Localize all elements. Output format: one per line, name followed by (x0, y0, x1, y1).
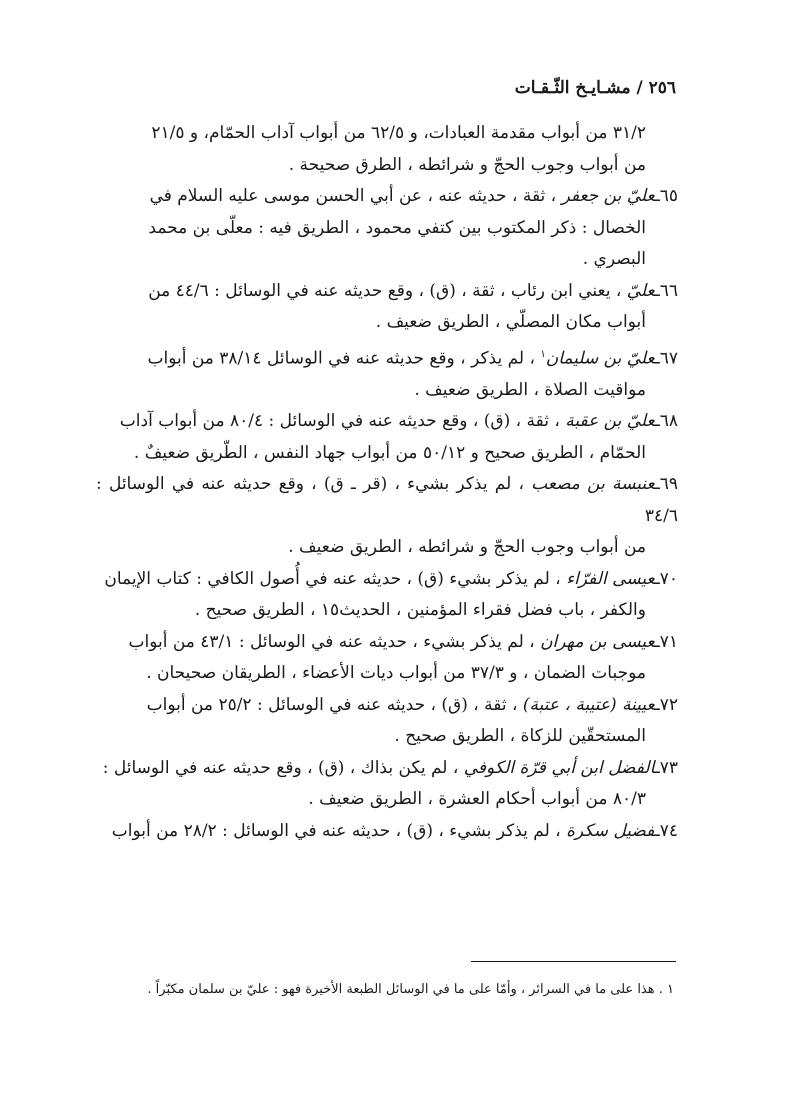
entry-69 (96, 469, 678, 564)
entry-text: ، لم يذكر بشيء (ق) ، حديثه عنه في أُصول الكافي : كتاب الإيمان (104, 568, 561, 589)
entry-number: ٦٨ـ (654, 411, 678, 432)
entry-number: ٧١ـ (654, 631, 678, 652)
entry-number: ٧٤ـ (654, 820, 678, 841)
entry-71 (96, 627, 678, 690)
entry-text: ، لم يذكر بشيء ، حديثه عنه في الوسائل : ٤٣/١ من أبواب (128, 631, 535, 652)
entry-line: ٨٠/٣ من أبواب أحكام العشرة ، الطريق ضعيف . (308, 789, 646, 810)
entry-72 (96, 690, 678, 753)
entry-first-line (96, 753, 678, 785)
entry-65 (96, 181, 678, 276)
entry-74 (96, 816, 678, 848)
entry-first-line (96, 564, 678, 596)
entry-first-line (96, 627, 678, 659)
entry-text: ، ثقة ، حديثه عنه ، عن أبي الحسن موسى عليه السلام في (149, 186, 557, 206)
entry-line: المستحقّين للزكاة ، الطريق صحيح . (394, 726, 646, 747)
entry-continuation (96, 118, 678, 181)
footnote-divider (471, 961, 676, 962)
entry-first-line (96, 690, 678, 722)
entry-73 (96, 753, 678, 816)
entry-text: ، لم يذكر ، وقع حديثه عنه في الوسائل ٣٨/١٤ من أبواب (147, 348, 535, 369)
entry-text: ، لم يذكر بشيء ، (ق) ، حديثه عنه في الوسائل : ٢٨/٢ من أبواب (111, 820, 561, 841)
footnote-marker[interactable]: ١ (540, 348, 546, 360)
entry-70 (96, 564, 678, 627)
entry-line: الخصال : ذكر المكتوب بين كتفي محمود ، الطريق فيه : معلّى بن محمد (148, 217, 646, 238)
narrator-name: عيينة (عتيبة ، عتبة) (522, 694, 655, 715)
entry-text: ، لم يذكر بشيء ، (قر ـ ق) ، وقع حديثه عنه في الوسائل : ٣٤/٦ (96, 474, 678, 526)
narrator-name: عليّ بن عقبة (565, 411, 655, 432)
narrator-name: عيسى الفرّاء (566, 568, 655, 589)
entry-number: ٦٦ـ (654, 280, 678, 301)
entry-first-line (96, 406, 678, 438)
book-title: مشـايـخ الثّـقـات (514, 78, 631, 98)
entry-first-line (96, 469, 678, 532)
narrator-name: عليّ بن سليمان (545, 348, 655, 369)
entry-line: والكفر ، باب فضل فقراء المؤمنين ، الحديث١٥ ، الطريق صحيح . (194, 600, 646, 621)
narrator-name: عنبسة بن مصعب (531, 474, 655, 495)
entry-line: من أبواب وجوب الحجّ و شرائطه ، الطريق ضعيف . (288, 537, 646, 558)
entry-text: ، ثقة ، (ق) ، وقع حديثه عنه في الوسائل : ٨٠/٤ من أبواب آداب (119, 411, 560, 432)
entry-line: من أبواب وجوب الحجّ و شرائطه ، الطرق صحيحة . (288, 154, 646, 175)
entry-number: ٦٧ـ (654, 348, 678, 369)
entry-number: ٦٩ـ (654, 474, 678, 495)
narrator-name: عيسى بن مهران (540, 631, 655, 652)
entry-number: ٦٥ـ (654, 186, 678, 206)
entry-line: الحمّام ، الطريق صحيح و ٥٠/١٢ من أبواب جهاد النفس ، الطّريق ضعيفٌ . (133, 442, 646, 463)
entry-number: ٧٢ـ (654, 694, 678, 715)
entry-line: مواقيت الصلاة ، الطريق ضعيف . (414, 379, 646, 400)
entry-text: ، لم يكن بذاك ، (ق) ، وقع حديثه عنه في الوسائل : (102, 757, 459, 778)
entry-number: ٧٣ـ (654, 757, 678, 778)
entry-text: ، يعني ابن رئاب ، ثقة ، (ق) ، وقع حديثه عنه في الوسائل : ٤٤/٦ من (148, 280, 622, 301)
footnote: ١ . هذا على ما في السرائر ، وأمّا على ما في الوسائل الطبعة الأخيرة فهو : عليّ بن سلمان مكبّراً . (147, 982, 674, 997)
header-separator: / (630, 78, 649, 98)
entry-text: ، ثقة ، (ق) ، حديثه عنه في الوسائل : ٢٥/٢ من أبواب (146, 694, 518, 715)
entry-line: موجبات الضمان ، و ٣٧/٣ من أبواب ديات الأعضاء ، الطريقان صحيحان . (146, 663, 646, 684)
narrator-name: عليّ بن جعفر (561, 186, 655, 206)
entry-first-line (96, 276, 678, 308)
entry-68 (96, 406, 678, 469)
entry-66 (96, 276, 678, 339)
entry-67 (96, 339, 678, 407)
entry-line: البصري . (582, 249, 646, 269)
narrator-name: فضيل سكرة (566, 820, 655, 841)
narrator-name: الفضل ابن أبي قرّة الكوفي (463, 757, 655, 778)
narrator-name: عليّ (626, 280, 655, 301)
entry-first-line (96, 339, 678, 375)
entry-first-line (96, 816, 678, 848)
entry-number: ٧٠ـ (654, 568, 678, 589)
entry-line: ٣١/٢ من أبواب مقدمة العبادات، و ٦٢/٥ من أبواب آداب الحمّام، و ٢١/٥ (151, 123, 646, 143)
page-number: ٢٥٦ (648, 78, 676, 98)
main-text (96, 118, 678, 847)
entry-first-line (96, 181, 678, 213)
entry-line: أبواب مكان المصلّي ، الطريق ضعيف . (375, 312, 646, 332)
running-header (515, 78, 676, 98)
